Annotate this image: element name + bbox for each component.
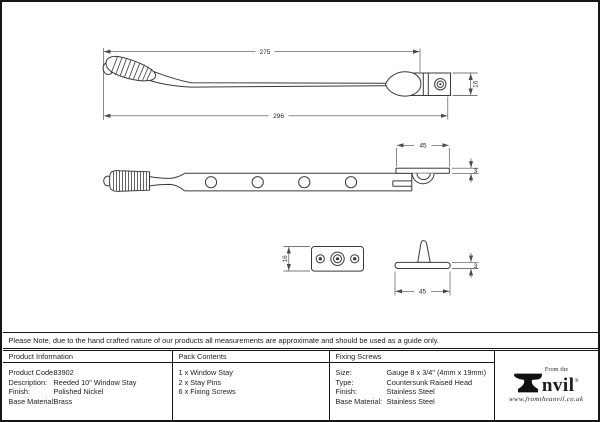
stay-hole [299, 177, 310, 188]
stay-pin-drawing [395, 241, 450, 269]
spec-label: Finish: [8, 387, 30, 397]
neck-bottom-edge [150, 184, 185, 190]
spec-value: Stainless Steel [386, 397, 435, 407]
end-plate [396, 168, 449, 173]
dim-end-height: 16 [472, 80, 480, 88]
neck-top-edge [150, 174, 185, 179]
dim-plate-thickness: 3 [473, 168, 478, 176]
side-view-drawing [104, 168, 450, 191]
spec-row [9, 387, 172, 397]
spec-table [3, 350, 598, 420]
spec-label: Product Code: [8, 368, 56, 377]
anvil-icon [513, 370, 543, 394]
spec-row [336, 368, 494, 378]
pin-cone [418, 241, 431, 263]
pack-item: 6 x Fixing Screws [178, 387, 236, 397]
pivot-hole-center [439, 83, 441, 85]
dim-plate-length: 45 [419, 142, 427, 150]
pin-base-plate [395, 262, 450, 268]
note-bar [3, 332, 598, 349]
pack-item: 1 x Window Stay [178, 368, 233, 377]
dim-overall-length: 296 [273, 113, 284, 121]
fixing-screws-header: Fixing Screws [330, 351, 494, 364]
spec-row [9, 378, 172, 388]
keeper-plate-drawing [312, 247, 364, 272]
spec-value: Stainless Steel [386, 387, 435, 397]
from-the-anvil-logo [495, 351, 598, 420]
spec-value: Polished Nickel [53, 387, 104, 397]
registered-mark: ® [574, 378, 580, 385]
spec-label: Type: [335, 377, 354, 387]
spec-value: Reeded 10" Window Stay [53, 377, 137, 387]
spec-value: Countersunk Raised Head [386, 377, 473, 387]
dim-pin-base-thickness: 3 [473, 262, 478, 270]
stay-hole [205, 177, 216, 188]
note-text: Please Note, due to the hand crafted nature of our products all measurements are approximate and should be used as a guide only. [8, 335, 439, 345]
stay-hole [252, 177, 263, 188]
spec-label: Finish: [335, 387, 357, 397]
pack-contents-column [173, 351, 330, 420]
spec-value: 83902 [53, 368, 74, 377]
arm-leaf-joint [386, 72, 421, 96]
logo-name: nvil® [541, 375, 580, 397]
fixing-screws-column [330, 351, 495, 420]
dim-keeper-height: 16 [281, 255, 289, 263]
spec-row [336, 397, 494, 407]
pack-contents-header: Pack Contents [173, 351, 329, 364]
pack-item: 2 x Stay Pins [178, 377, 222, 387]
dim-length-to-pivot: 275 [259, 48, 271, 56]
logo-url: www.fromtheanvil.co.uk [508, 395, 584, 403]
spec-value: Gauge 8 x 3/4" (4mm x 19mm) [386, 368, 487, 377]
product-information-header: Product Information [3, 351, 172, 364]
product-information-column [3, 351, 173, 420]
spec-row [336, 387, 494, 397]
spec-label: Size: [335, 368, 352, 377]
spec-label: Base Material: [8, 397, 56, 407]
latch-curl-outer [412, 173, 434, 183]
logo-from-the: From the [544, 367, 569, 374]
spec-row [9, 397, 172, 407]
spec-row [336, 378, 494, 388]
stay-arm-top-edge [154, 72, 388, 84]
dim-pin-base-length: 45 [418, 288, 427, 296]
spec-value: Brass [53, 397, 73, 407]
spec-row [9, 368, 172, 378]
spec-label: Base Material: [335, 397, 383, 407]
spec-label: Description: [8, 377, 48, 387]
stay-hole [345, 177, 356, 188]
plan-view-drawing [103, 56, 450, 96]
